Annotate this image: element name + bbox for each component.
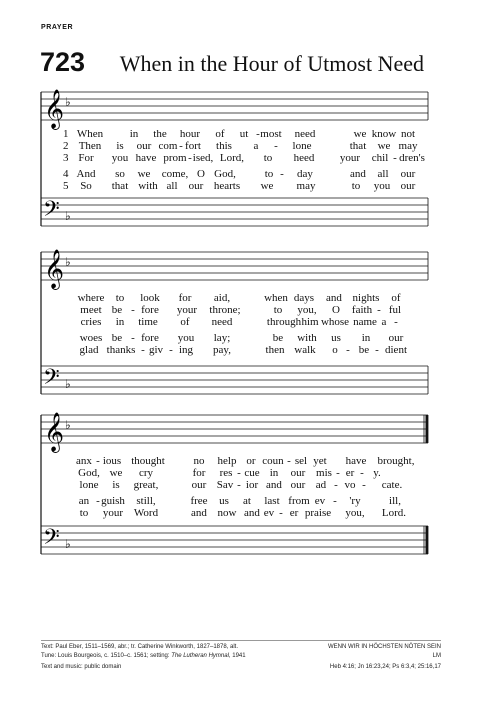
lyric-syllable: us [219,495,229,507]
lyric-syllable: all [377,168,389,180]
lyric-syllable: God, [78,467,100,479]
lyric-syllable: you [177,332,195,344]
verse-line [0,332,480,344]
lyric-syllable: him [301,316,319,328]
svg-text:♭: ♭ [65,377,71,391]
meter: LM [432,653,441,659]
lyric-syllable: - [256,128,260,140]
lyric-syllable: time [138,316,158,328]
lyric-syllable: in [269,467,279,479]
footer-divider [41,640,441,641]
lyric-syllable: and [326,292,342,304]
lyric-syllable: ad [315,479,327,491]
system-3-lyrics [0,455,480,555]
lyric-syllable: then [265,344,285,356]
lyric-syllable: - [377,304,381,316]
lyric-syllable: look [140,292,160,304]
lyric-syllable: hearts [213,180,241,192]
verse-number: 5 [63,180,69,192]
lyric-syllable: where [77,292,105,304]
lyric-syllable: ior [245,479,259,491]
lyric-syllable: When [76,128,104,140]
lyric-syllable: name [353,316,377,328]
lyric-syllable: our [290,467,306,479]
lyric-syllable: to [264,168,274,180]
lyric-syllable: - [360,467,364,479]
lyric-syllable: or [246,455,256,467]
lyric-syllable: and [244,507,260,519]
lyric-syllable: fore [141,332,159,344]
lyric-syllable: - [362,479,366,491]
lyric-syllable: be [111,332,123,344]
lyric-syllable: to [273,304,283,316]
lyric-syllable: com [158,140,178,152]
verse-number: 2 [63,140,69,152]
lyric-syllable: God, [214,168,236,180]
lyric-syllable: praise [304,507,332,519]
lyric-syllable: in [115,316,125,328]
lyric-syllable: of [391,292,401,304]
lyric-syllable: of [215,128,225,140]
lyric-syllable: - [237,467,241,479]
tune-credit: Tune: Louis Bourgeois, c. 1510–c. 1561; setting: [41,653,170,659]
lyric-syllable: - [169,344,173,356]
verse-line [0,128,480,140]
lyric-syllable: and [350,168,366,180]
lyric-syllable: we [260,180,274,192]
lyric-syllable: in [361,332,371,344]
svg-text:𝄞: 𝄞 [44,412,65,452]
lyric-syllable: chil [371,152,389,164]
lyric-syllable: all [166,180,178,192]
lyric-syllable: sel [294,455,308,467]
lyric-syllable: ev [314,495,326,507]
lyric-syllable: our [191,479,207,491]
lyric-syllable: our [136,140,152,152]
lyric-syllable: so [115,168,125,180]
lyric-syllable: the [153,128,167,140]
lyric-syllable: hour [179,128,201,140]
lyric-syllable: last [264,495,280,507]
system-1-lyrics [0,128,480,228]
lyric-syllable: y. [373,467,381,479]
lyric-syllable: a [253,140,259,152]
lyric-syllable: mis [316,467,332,479]
lyric-syllable: our [388,332,404,344]
verse-number: 3 [63,152,69,164]
lyric-syllable: And [76,168,96,180]
lyric-syllable: in [129,128,139,140]
lyric-syllable: - [333,495,337,507]
verse-number: 1 [63,128,69,140]
lyric-syllable: you [373,180,391,192]
tune-credit-source: The Lutheran Hymnal [171,653,229,659]
lyric-syllable: no [193,455,205,467]
svg-text:𝄞: 𝄞 [44,89,65,129]
lyric-syllable: now [217,507,237,519]
lyric-syllable: anx [76,455,92,467]
lyric-syllable: is [112,479,120,491]
text-credit: Text: Paul Eber, 1511–1569, abr.; tr. Catherine Winkworth, 1827–1878, alt. [41,644,239,650]
lyric-syllable: cue [244,467,260,479]
lyric-syllable: cry [138,467,154,479]
lyric-syllable: need [211,316,233,328]
section-label: PRAYER [41,24,74,31]
lyric-syllable: our [290,479,306,491]
lyric-syllable: ised, [192,152,214,164]
lyric-syllable: thanks [106,344,136,356]
lyric-syllable: - [346,344,350,356]
lyric-syllable: ill, [389,495,401,507]
verse-line [0,344,480,356]
lyric-syllable: have [345,455,367,467]
lyric-syllable: yet [313,455,327,467]
lyric-syllable: O [332,304,340,316]
hymn-title: When in the Hour of Utmost Need [119,51,424,76]
lyric-syllable: prom [163,152,187,164]
lyric-syllable: ing [178,344,194,356]
lyric-syllable: - [280,168,284,180]
svg-text:𝄢: 𝄢 [43,197,60,227]
lyric-syllable: know [371,128,397,140]
lyric-syllable: your [176,304,198,316]
lyric-syllable: So [80,180,92,192]
lyric-syllable: res [219,467,233,479]
verse-line [0,316,480,328]
lyric-syllable: coun [262,455,284,467]
lyric-syllable: days [293,292,315,304]
lyric-syllable: need [294,128,316,140]
verse-line [0,292,480,304]
lyric-syllable: have [135,152,157,164]
verse-line [0,180,480,192]
lyric-syllable: and [191,507,207,519]
lyric-syllable: - [394,316,398,328]
lyric-syllable: aid, [213,292,231,304]
lyric-syllable: brought, [377,455,415,467]
system-2-lyrics [0,292,480,392]
lyric-syllable: we [353,128,367,140]
lyric-syllable: - [334,479,338,491]
lyric-syllable: - [274,140,278,152]
lyric-syllable: ev [263,507,275,519]
lyric-syllable: dren's [399,152,425,164]
lyric-syllable: O [197,168,205,180]
lyric-syllable: great, [133,479,159,491]
lyric-syllable: fore [141,304,159,316]
verse-line [0,479,480,491]
lyric-syllable: day [297,168,313,180]
lyric-syllable: whose [320,316,350,328]
lyric-syllable: - [179,140,183,152]
lyric-syllable: to [263,152,273,164]
lyric-syllable: to [115,292,125,304]
svg-text:♭: ♭ [65,418,71,432]
lyric-syllable: us [331,332,341,344]
lyric-syllable: with [297,332,317,344]
verse-line [0,304,480,316]
lyric-syllable: to [351,180,361,192]
svg-text:♭: ♭ [65,209,71,223]
lyric-syllable: thought [131,455,165,467]
lyric-syllable: free [190,495,208,507]
lyric-syllable: 'ry [349,495,361,507]
lyric-syllable: - [375,344,379,356]
lyric-syllable: that [111,180,129,192]
lyric-syllable: cate. [381,479,403,491]
verse-line [0,467,480,479]
lyric-syllable: a [381,316,387,328]
lyric-syllable: Sav [216,479,234,491]
lyric-syllable: er [289,507,299,519]
lyric-syllable: your [102,507,124,519]
lyric-syllable: our [188,180,204,192]
lyric-syllable: an [78,495,90,507]
lyric-syllable: vo [344,479,356,491]
lyric-syllable: pay, [213,344,231,356]
svg-text:♭: ♭ [65,537,71,551]
lyric-syllable: we [137,168,151,180]
lyric-syllable: you, [345,507,365,519]
lyric-syllable: - [96,455,100,467]
lyric-syllable: to [79,507,89,519]
lyric-syllable: Then [78,140,102,152]
lyric-syllable: you, [297,304,317,316]
lyric-syllable: Word [133,507,159,519]
lyric-syllable: may [296,180,316,192]
lyric-syllable: - [287,455,291,467]
lyric-syllable: your [339,152,361,164]
tune-name: WENN WIR IN HÖCHSTEN NÖTEN SEIN [327,644,441,650]
lyric-syllable: - [131,332,135,344]
svg-text:𝄢: 𝄢 [43,365,60,395]
verse-line [0,495,480,507]
lyric-syllable: ful [388,304,402,316]
lyric-syllable: be [111,304,123,316]
lyric-syllable: - [237,479,241,491]
lyric-syllable: and [266,479,282,491]
lyric-syllable: from [288,495,310,507]
lyric-syllable: at [243,495,251,507]
lyric-syllable: be [358,344,370,356]
lyric-syllable: ut [239,128,249,140]
lyric-syllable: cries [80,316,102,328]
lyric-syllable: Lord. [381,507,407,519]
lyric-syllable: lone [79,479,99,491]
lyric-syllable: - [393,152,397,164]
lyric-syllable: lone [292,140,312,152]
lyric-syllable: still, [136,495,156,507]
lyric-syllable: - [96,495,100,507]
lyric-syllable: nights [352,292,380,304]
lyric-syllable: not [400,128,416,140]
lyric-syllable: - [336,467,340,479]
lyric-syllable: we [109,467,123,479]
lyric-syllable: - [279,507,283,519]
svg-text:♭: ♭ [65,255,71,269]
lyric-syllable: woes [79,332,103,344]
lyric-syllable: o [332,344,338,356]
lyric-syllable: be [272,332,284,344]
lyric-syllable: is [116,140,124,152]
lyric-syllable: we [377,140,391,152]
lyric-syllable: ious [102,455,122,467]
lyric-syllable: for [192,467,206,479]
lyric-syllable: of [180,316,190,328]
lyric-syllable: For [78,152,94,164]
lyric-syllable: most [260,128,282,140]
lyric-syllable: dient [385,344,407,356]
svg-text:♭: ♭ [65,95,71,109]
lyric-syllable: with [138,180,158,192]
lyric-syllable: - [188,152,192,164]
lyric-syllable: come, [161,168,189,180]
verse-line [0,152,480,164]
lyric-syllable: that [349,140,367,152]
hymn-number: 723 [40,47,86,77]
lyric-syllable: faith [351,304,373,316]
svg-text:𝄞: 𝄞 [44,249,65,289]
lyric-syllable: fort [185,140,201,152]
lyric-syllable: through [266,316,302,328]
tune-credit-year: , 1941 [228,653,246,659]
lyric-syllable: for [178,292,192,304]
lyric-syllable: our [400,180,416,192]
verse-line [0,455,480,467]
lyric-syllable: may [398,140,418,152]
lyric-syllable: when [264,292,288,304]
lyric-syllable: glad [79,344,99,356]
lyric-syllable: walk [294,344,316,356]
lyric-syllable: our [400,168,416,180]
verse-line [0,140,480,152]
lyric-syllable: - [141,344,145,356]
lyric-syllable: help [217,455,237,467]
lyric-syllable: you [111,152,129,164]
lyric-syllable: meet [80,304,102,316]
lyric-syllable: er [345,467,355,479]
lyric-syllable: guish [101,495,125,507]
lyric-syllable: lay; [213,332,231,344]
svg-text:𝄢: 𝄢 [43,525,60,555]
lyric-syllable: throne; [209,304,241,316]
rights: Text and music: public domain [41,664,122,670]
scripture-refs: Heb 4:16; Jn 16:23,24; Ps 6:3,4; 25:16,17 [329,664,441,670]
lyric-syllable: Lord, [219,152,245,164]
lyric-syllable: this [216,140,232,152]
verse-number: 4 [63,168,69,180]
lyric-syllable: giv [148,344,164,356]
verse-line [0,507,480,519]
lyric-syllable: heed [293,152,315,164]
lyric-syllable: - [131,304,135,316]
verse-line [0,168,480,180]
